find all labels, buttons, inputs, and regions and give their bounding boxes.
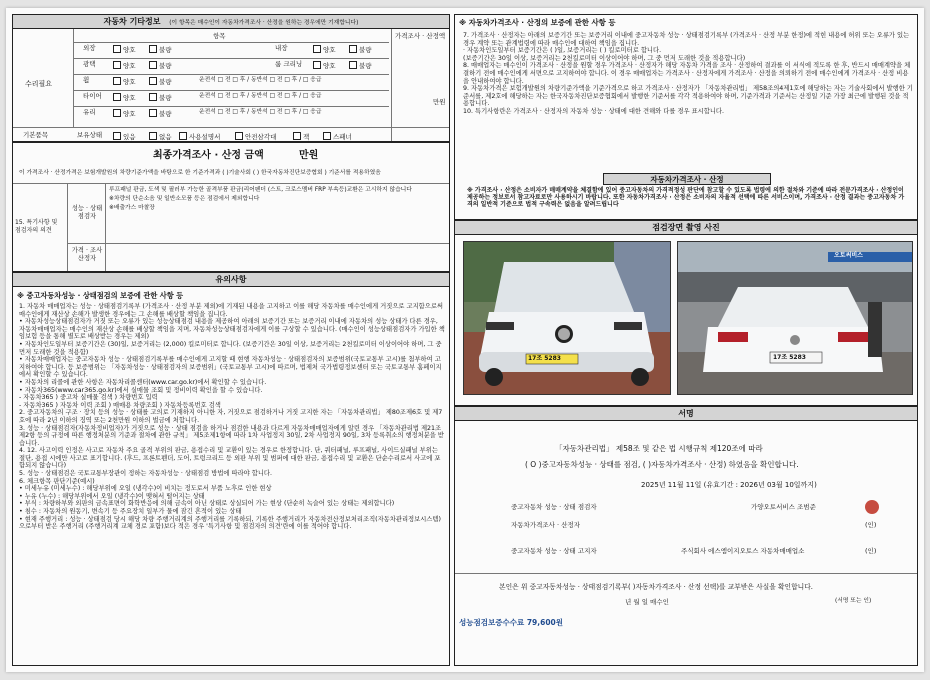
guarantee-heading: ※ 자동차가격조사 · 산정의 보증에 관한 사항 등 xyxy=(459,18,616,27)
sign-row-3-label: 중고자동차 성능 · 상태 고지자 xyxy=(511,547,597,555)
repair-item-label: 휠 xyxy=(83,76,90,84)
receipt-sign: (서명 또는 인) xyxy=(835,598,872,604)
photo-panel xyxy=(454,220,918,406)
confirm-line: ( O )중고자동차성능 · 상태를 점검, ( )자동차가격조사 · 산정) 하였음을 확인합니다. xyxy=(525,460,799,469)
price-checker-label: 가격 · 조사 산정자 xyxy=(71,247,103,262)
notice-paragraph: 1. 자동차 매매업자는 성능 · 상태점검기록부 (가격조사 · 산정 부분 제외)에 기재된 내용을 고지하고 이를 해당 자동차를 매수인에게 거짓으로 고지함으로써 매수인에게 재산상 손해가 발생한 경우에는 그 손해를 배상할 책임을 집니다. xyxy=(19,303,444,318)
notice-heading: ※ 중고자동차성능 · 상태점검의 보증에 관한 사항 등 xyxy=(17,291,184,300)
sign-row-2-label: 자동차가격조사 · 산정자 xyxy=(511,521,580,529)
signature-panel xyxy=(454,406,918,666)
repair-row-divider xyxy=(73,90,389,91)
rear-car-image xyxy=(678,242,912,394)
notice-paragraph: • 자동차매매업자는 중고자동차 성능 · 상태점검기록부를 매수인에게 고지할 때 현행 자동차성능 · 상태점검자의 보증범위(국토교통부 고시)를 첨부하여 고지하여야 합니다. 등 보증범위는 「자동차성능 · 상태점검자의 보증범위」(국토교통부 고시)에 따르며, 법제처 국가법령정보센터 또는 국토교통부 홈페이지에서 확인할 수 있습니다. xyxy=(19,356,442,379)
repair-row-divider xyxy=(73,42,389,43)
wheel-position-line: 운전석 □ 전 □ 후 / 동반석 □ 전 □ 후 / □ 응급 xyxy=(199,93,322,99)
rear-plate-text: 17조 5283 xyxy=(773,354,806,361)
date-line: 2025년 11월 11일 (유효기간 : 2026년 03월 10일까지) xyxy=(641,481,817,489)
repair-option-checkbox[interactable]: 불량 xyxy=(149,61,172,70)
side-label-repair: 수리필요 xyxy=(25,80,53,88)
front-plate-text: 17조 5283 xyxy=(528,355,561,362)
notice-paragraph: • 누유 (누수) : 해당부위에서 오일 (냉각수)이 맺혀서 떨어지는 상태 xyxy=(19,492,205,500)
receipt-date: 년 월 일 매수인 xyxy=(625,598,669,606)
notice-paragraph: 2. 중고자동차의 구조 · 장치 등의 성능 · 상태를 고의로 기재하지 아니한 자, 거짓으로 점검하거나 거짓 고지한 자는 「자동차관리법」 제80조제6호 및 제7호에 따라 2년 이하의 징역 또는 2천만원 이하의 벌금에 처합니다. xyxy=(19,409,443,424)
fee-line: 성능점검보증수수료 79,600원 xyxy=(459,618,564,627)
sign-row-1-name: 가양오토서비스 조범준 xyxy=(751,503,816,511)
front-photo xyxy=(463,241,671,395)
basic-item: 보유상태 xyxy=(77,131,103,139)
guarantee-paragraph: (보증기간은 30일 이상, 보증거리는 2천킬로미터 이상이어야 하며, 그 중 먼저 도래한 것을 적용합니다) xyxy=(463,54,746,62)
final-price-note: 이 가격조사 · 산정가격은 보험개발원의 차량기준가액을 바탕으로 한 기준가격과 ( )기술사회 ( ) 한국자동차진단보증협회 ) 기준서를 적용하였음 xyxy=(19,170,381,176)
notice-paragraph: • 부식 : 차량하부와 외판의 금속표면이 화학반응에 의해 금속이 아닌 상태로 상실되어 가는 현상 (단순히 녹슬어 있는 상태는 제외합니다) xyxy=(19,500,395,508)
basic-option-checkbox[interactable]: 사용설명서 xyxy=(179,132,220,141)
repair-option-checkbox[interactable]: 양호 xyxy=(113,93,136,102)
other-info-note: (이 항목은 매수인이 자동차가격조사 · 산정을 원하는 경우에만 기재합니다) xyxy=(169,20,359,26)
notice-paragraph: • 자동차성능상태점검자가 거짓 또는 오류가 있는 성능상태점검 내용을 제공하여 아래의 보증기간 또는 보증거리 이내에 자동차의 성능 상태가 다른 경우, 자동차매매업자는 매수인의 재산상 손해를 배상할 책임을 지며, 자동차성능상태점검자에게 이를 구상할 수 있습니다. (매수인이 성능상태점검자가 가입한 책임보험 등을 통해 별도로 배상받는 경우는 제외) xyxy=(19,318,445,341)
photo-header: 점검장면 촬영 사진 xyxy=(455,221,917,235)
notice-paragraph: 6. 체크항목 판단기준(예시) xyxy=(19,477,95,485)
perf-checker-label: 성능 · 상태 점검자 xyxy=(71,205,103,220)
receipt-line: 본인은 위 중고자동차성능 · 상태점검기록부( )자동차가격조사 · 산정 선택)를 교부받은 사실을 확인합니다. xyxy=(499,583,813,591)
repair-option-checkbox[interactable]: 불량 xyxy=(149,109,172,118)
wheel-position-line: 운전석 □ 전 □ 후 / 동반석 □ 전 □ 후 / □ 응급 xyxy=(199,109,322,115)
repair-option-checkbox[interactable]: 불량 xyxy=(149,45,172,54)
final-price-panel xyxy=(12,142,450,272)
notice-paragraph: • 자동차365(www.car365.go.kr)에서 실매물 조회 및 정비이력 확인을 할 수 있습니다. xyxy=(19,386,263,394)
notice-body xyxy=(19,303,445,531)
wheel-position-line: 운전석 □ 전 □ 후 / 동반석 □ 전 □ 후 / □ 응급 xyxy=(199,77,322,83)
repair-option-checkbox[interactable]: 불량 xyxy=(149,77,172,86)
repair-option-checkbox[interactable]: 양호 xyxy=(113,77,136,86)
notice-paragraph: - 자동차365 ) 중고차 실매물 검색 ) 차량번호 입력 xyxy=(19,394,158,402)
notice-paragraph: • 침수 : 자동차의 원동기, 변속기 등 주요장치 일부가 물에 잠긴 흔적이 있는 상태 xyxy=(19,508,242,516)
signature-header: 서명 xyxy=(455,407,917,421)
repair-option-checkbox[interactable]: 불량 xyxy=(349,45,372,54)
basic-option-checkbox[interactable]: 잭 xyxy=(293,132,309,141)
basic-option-checkbox[interactable]: 스패너 xyxy=(323,132,352,141)
repair-option-checkbox[interactable]: 양호 xyxy=(313,61,336,70)
guarantee-paragraph: · 자동차인도일부터 보증기간은 ( )일, 보증거리는 ( ) 킬로미터로 합니다. xyxy=(463,47,662,55)
final-price-title: 최종가격조사 · 산정 금액 xyxy=(153,150,264,161)
col-item-label: 항목 xyxy=(213,32,226,40)
basic-option-checkbox[interactable]: 안전삼각대 xyxy=(235,132,276,141)
rear-photo xyxy=(677,241,913,395)
repair-item-right-label: 룸 크리닝 xyxy=(275,60,303,68)
repair-option-checkbox[interactable]: 불량 xyxy=(149,93,172,102)
price-box-title: 자동차가격조사 · 산정 xyxy=(603,173,771,185)
basic-label: 기본품목 xyxy=(23,131,49,139)
other-info-title: 자동차 기타정보 xyxy=(103,17,161,26)
notice-paragraph: 3. 성능 · 상태점검자(자동차정비업자)가 거짓으로 성능 · 상태 점검을 하거나 점검한 내용과 다르게 자동차매매업자에게 알린 경우 「자동차관리법 제21조제2항 등의 규정에 따른 행정처분의 기준과 절차에 관한 규칙」 제5조제1항에 따라 1차 사업정지 30일, 2차 사업정지 90일, 3차 등록취소의 행정처분을 받습니다. xyxy=(19,424,444,447)
price-guarantee-panel xyxy=(454,14,918,220)
repair-row-divider xyxy=(73,74,389,75)
other-info-panel xyxy=(12,14,450,142)
repair-item-label: 외장 xyxy=(83,44,96,52)
perf-text-1: 루프패널 판금, 도색 및 필러부 가능한 골격부품 판금(리어펜더 (스트, 크로스멤버 FRP 부속등)교환은 고시하지 않습니다 xyxy=(109,187,412,193)
opinion-label: 15. 특기사항 및 점검자의 의견 xyxy=(15,219,58,234)
guarantee-paragraph: 10. 특기사항란은 가격조사 · 산정자의 자동차 성능 · 상태에 대한 견해와 다를 경우 표시합니다. xyxy=(463,107,725,115)
dealer-sign-text: 오토써비스 xyxy=(834,252,863,259)
guarantee-paragraph: 9. 자동차가격은 보험개발원의 차량기준가액을 기준가격으로 하고 가격조사 · 산정자가 「자동차관리법」 제58조의4제1호에 해당하는 자는 기술사회에서 발행한 기준서를, 제2호에 해당하는 자는 한국자동차진단보증협회에서 발행한 기준서를 각각 적용하여야 하며, 기준가격과 기준서는 산정일 기준 가장 최근에 발행된 것을 적용합니다. xyxy=(463,85,913,108)
repair-row-divider xyxy=(73,58,389,59)
perf-text-3: ※배출가스 마찰장 xyxy=(109,205,155,211)
sign-row-2-seal: (인) xyxy=(865,521,877,529)
perf-text-2: ※차량의 단순소음 및 일반소모품 등은 점검에서 제외합니다 xyxy=(109,196,260,202)
repair-option-checkbox[interactable]: 양호 xyxy=(113,109,136,118)
repair-item-label: 타이어 xyxy=(83,92,102,100)
guarantee-body xyxy=(463,32,913,116)
sign-row-3-seal: (인) xyxy=(865,547,877,555)
seal-stamp xyxy=(865,500,879,514)
law-line: 「자동차관리법」 제58조 및 같은 법 시행규칙 제120조에 따라 xyxy=(555,444,763,453)
price-box-text: ※ 가격조사 · 산정은 소비자가 매매계약을 체결함에 있어 중고자동차의 가격적정성 판단에 참고할 수 있도록 법령에 의한 절차와 기준에 따라 전문가격조사 · 산정인이 제공하는 정보로서 참고자료로만 사용하시기 바랍니다. 또한 자동차가격조사 · 산정은 소비자의 자율적 선택에 따른 서비스이며, 가격조사 · 산정 결과는 중고자동차 가격의 일반적 기준으로 법적 구속력은 없음을 알려드립니다 xyxy=(467,187,905,209)
notice-paragraph: - 자동차365 ) 자동차 이력 조회 ) 매매용 차량조회 ) 자동차등록번호 검색 xyxy=(19,401,221,409)
notice-paragraph: 4. 12. 사고이력 인정은 사고로 자동차 주요 골격 부위의 판금, 용접수리 및 교환이 있는 경우로 한정합니다. 단, 쿼터패널, 루프패널, 사이드실패널 부위는 절단, 용접 시에만 사고로 표기합니다. (후드, 프론트펜더, 도어, 트렁크리드 등 외판 부위 및 범퍼에 대한 판금, 용접수리 및 교환은 단순수리로서 사고에 포함되지 않습니다) xyxy=(19,447,441,470)
notice-paragraph: • 자동차의 리콜에 관한 사항은 자동차리콜센터(www.car.go.kr)에서 확인할 수 있습니다. xyxy=(19,378,267,386)
front-car-image xyxy=(464,242,670,394)
guarantee-paragraph: 8. 매매업자는 매수인이 가격조사 · 산정을 원할 경우 가격조사 · 산정자가 해당 자동차 가격을 조사 · 산정하여 결과를 이 서식에 적도록 한 후, 반드시 매매계약을 체결하기 전에 매수인에게 서면으로 고지하여야 합니다. 이 경우 매매업자는 가격조사 · 산정자에게 가격조사 · 산정을 의뢰하기 전에 매수인에게 가격조사 · 산정 비용을 안내하여야 합니다. xyxy=(463,62,911,85)
repair-item-right-label: 내장 xyxy=(275,44,288,52)
col-price-label: 가격조사 · 산정액 xyxy=(395,32,446,40)
sign-row-1-label: 중고자동차 성능 · 상태 점검자 xyxy=(511,503,597,511)
other-info-header xyxy=(13,15,449,29)
notice-panel xyxy=(12,272,450,666)
notice-paragraph: • 자동차인도일부터 보증기간은 (30)일, 보증거리는 (2,000) 킬로미터로 합니다. (보증기간은 30일 이상, 보증거리는 2천킬로미터 이상이어야 하며, 그 중 먼저 도래한 것을 적용함) xyxy=(19,340,442,356)
repair-row-divider xyxy=(73,106,389,107)
notice-header: 유의사항 xyxy=(13,273,449,287)
repair-item-label: 유리 xyxy=(83,108,96,116)
basic-option-checkbox[interactable]: 있음 xyxy=(113,132,136,141)
notice-paragraph: 5. 성능 · 상태점검은 국토교통부장관이 정하는 자동차성능 · 상태점검 방법에 따라야 합니다. xyxy=(19,470,273,478)
repair-option-checkbox[interactable]: 불량 xyxy=(349,61,372,70)
notice-paragraph: • 미세누유 (미세누수) : 해당부위에 오일 (냉각수)이 비치는 정도로서 부품 노후로 인한 현상 xyxy=(19,485,272,493)
guarantee-paragraph: 7. 가격조사 · 산정자는 아래의 보증기간 또는 보증거리 이내에 중고자동차 성능 · 상태점검기록부 (가격조사 · 산정 부분 한정)에 적힌 내용에 허위 또는 오류가 있는 경우 계약 또는 관계법령에 따라 매수인에 대하여 책임을 집니다. xyxy=(463,32,910,47)
sign-row-3-name: 주식회사 에스엠이지오토스 자동차매매업소 xyxy=(681,547,805,555)
repair-option-checkbox[interactable]: 양호 xyxy=(313,45,336,54)
repair-option-checkbox[interactable]: 양호 xyxy=(113,45,136,54)
repair-item-label: 광택 xyxy=(83,60,96,68)
basic-option-checkbox[interactable]: 없음 xyxy=(149,132,172,141)
final-price-unit: 만원 xyxy=(299,150,319,161)
price-unit: 만원 xyxy=(433,98,446,106)
repair-option-checkbox[interactable]: 양호 xyxy=(113,61,136,70)
notice-paragraph: • 현재 주행거리 : 성능 · 상태점검 당시 해당 차량 주행거리계의 주행거리를 기록하되, 기록한 주행거리가 자동차전산정보처리조직(자동차관리정보시스템)으로부터 받은 주행거리 (주행거리계 교체 경로 포함)보다 적은 경우 '특기사항 및 점검자의 의견'란에 이를 적어야 합니다. xyxy=(19,515,441,531)
inspection-record-sheet xyxy=(6,8,924,672)
